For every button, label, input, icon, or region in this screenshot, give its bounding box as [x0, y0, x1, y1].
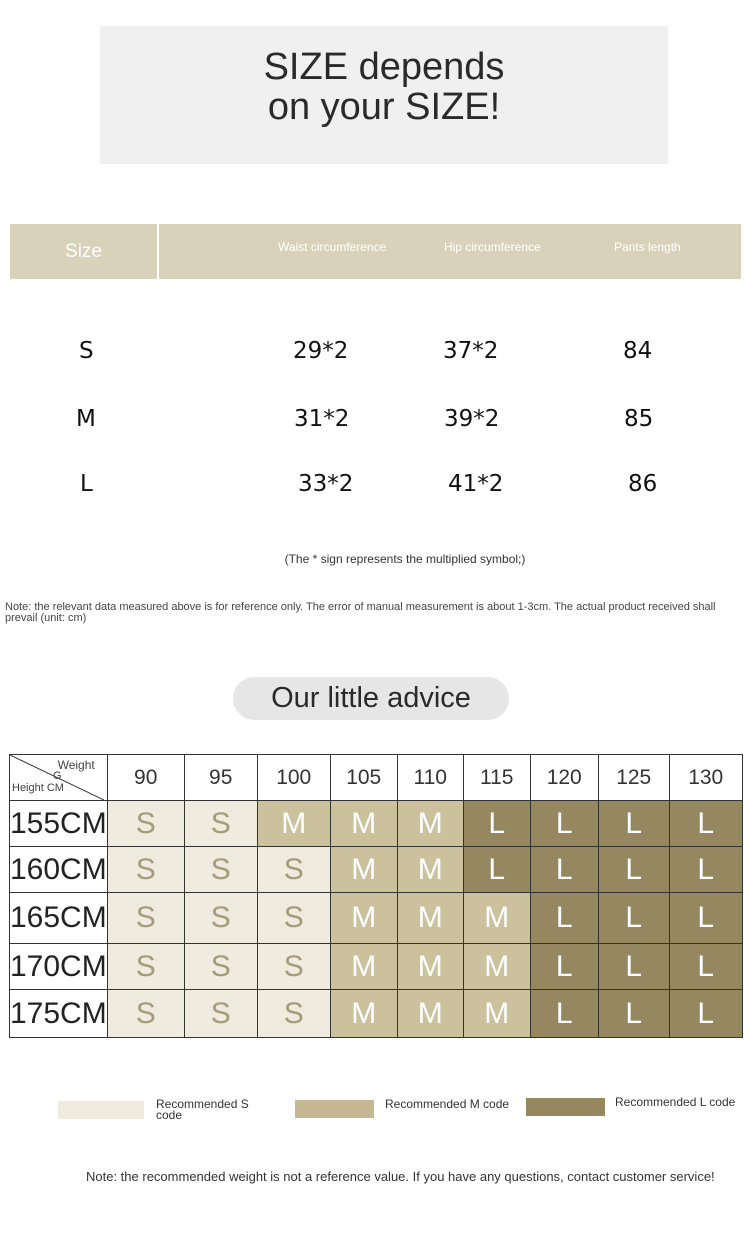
size-recommendation-cell: M: [257, 801, 330, 847]
size-recommendation-cell: M: [463, 990, 530, 1038]
weight-cell: 100: [257, 755, 330, 801]
advice-row: [10, 990, 743, 1038]
size-recommendation-cell: S: [257, 990, 330, 1038]
waist-cell: 29*2: [293, 338, 349, 364]
weight-cell: 110: [397, 755, 463, 801]
height-cell: 155CM: [10, 801, 108, 847]
size-cell: M: [76, 406, 96, 432]
reference-note: Note: the relevant data measured above is for reference only. The error of manual measurement is about 1-3cm. The actual product received shall prevail (unit: cm): [5, 601, 716, 624]
height-cell: 165CM: [10, 893, 108, 944]
size-recommendation-cell: S: [107, 990, 184, 1038]
weight-header-row: [10, 755, 743, 801]
height-cell: 170CM: [10, 944, 108, 990]
legend-swatch-s: [58, 1101, 144, 1119]
advice-title: Our little advice: [233, 677, 509, 720]
size-recommendation-cell: M: [330, 893, 397, 944]
size-recommendation-cell: M: [397, 847, 463, 893]
advice-grid: [9, 754, 743, 1038]
size-recommendation-cell: L: [463, 847, 530, 893]
size-recommendation-cell: S: [184, 944, 257, 990]
size-recommendation-cell: L: [669, 990, 742, 1038]
weight-cell: 130: [669, 755, 742, 801]
legend-swatch-m: [295, 1100, 374, 1118]
size-recommendation-cell: L: [598, 944, 669, 990]
advice-row: [10, 847, 743, 893]
length-header: Pants length: [614, 240, 681, 254]
size-recommendation-cell: M: [330, 801, 397, 847]
size-recommendation-cell: S: [184, 801, 257, 847]
size-recommendation-cell: L: [530, 990, 598, 1038]
weight-cell: 90: [107, 755, 184, 801]
size-recommendation-cell: L: [530, 944, 598, 990]
weight-cell: 95: [184, 755, 257, 801]
size-header: Size: [10, 224, 159, 279]
size-row: [0, 471, 749, 507]
size-recommendation-cell: M: [397, 801, 463, 847]
length-cell: 86: [628, 471, 658, 497]
size-recommendation-cell: L: [598, 801, 669, 847]
weight-cell: 125: [598, 755, 669, 801]
hero-title-line1: SIZE depends: [263, 46, 505, 88]
advice-row: [10, 801, 743, 847]
final-note: Note: the recommended weight is not a reference value. If you have any questions, contact customer service!: [86, 1169, 715, 1184]
size-recommendation-cell: L: [669, 944, 742, 990]
legend-label-m: Recommended M code: [385, 1097, 510, 1111]
waist-cell: 31*2: [294, 406, 350, 432]
hip-cell: 41*2: [448, 471, 504, 497]
size-recommendation-cell: M: [330, 944, 397, 990]
size-recommendation-cell: L: [669, 847, 742, 893]
grid-corner: [10, 755, 108, 801]
size-recommendation-cell: M: [463, 944, 530, 990]
size-cell: L: [80, 471, 93, 497]
weight-cell: 105: [330, 755, 397, 801]
weight-label: Weight: [57, 758, 95, 772]
size-recommendation-cell: S: [184, 893, 257, 944]
size-row: [0, 406, 749, 442]
size-recommendation-cell: S: [107, 801, 184, 847]
size-recommendation-cell: L: [669, 801, 742, 847]
waist-cell: 33*2: [298, 471, 354, 497]
size-recommendation-cell: M: [397, 944, 463, 990]
weight-unit: G: [53, 770, 62, 782]
size-table-header: [10, 224, 741, 279]
length-cell: 84: [623, 338, 653, 364]
size-recommendation-cell: S: [257, 944, 330, 990]
size-recommendation-cell: L: [598, 893, 669, 944]
height-cell: 175CM: [10, 990, 108, 1038]
hip-cell: 39*2: [444, 406, 500, 432]
size-recommendation-cell: S: [107, 944, 184, 990]
weight-cell: 120: [530, 755, 598, 801]
hero-title-line2: on your SIZE!: [267, 86, 501, 128]
size-recommendation-cell: L: [530, 847, 598, 893]
hip-cell: 37*2: [443, 338, 499, 364]
size-recommendation-cell: S: [184, 847, 257, 893]
size-recommendation-cell: L: [598, 990, 669, 1038]
legend-label-s: Recommended S code: [156, 1097, 249, 1122]
length-cell: 85: [624, 406, 654, 432]
size-recommendation-cell: S: [257, 847, 330, 893]
size-recommendation-cell: M: [463, 893, 530, 944]
size-recommendation-cell: M: [397, 893, 463, 944]
height-cell: 160CM: [10, 847, 108, 893]
size-recommendation-cell: S: [107, 847, 184, 893]
weight-cell: 115: [463, 755, 530, 801]
size-recommendation-cell: S: [107, 893, 184, 944]
waist-header: Waist circumference: [278, 240, 387, 254]
advice-row: [10, 944, 743, 990]
hip-header: Hip circumference: [444, 240, 541, 254]
size-recommendation-cell: L: [530, 893, 598, 944]
size-row: [0, 338, 749, 374]
size-recommendation-cell: S: [257, 893, 330, 944]
size-recommendation-cell: S: [184, 990, 257, 1038]
size-cell: S: [79, 338, 94, 364]
size-recommendation-cell: M: [330, 990, 397, 1038]
advice-row: [10, 893, 743, 944]
size-recommendation-cell: M: [330, 847, 397, 893]
size-recommendation-cell: L: [463, 801, 530, 847]
hero-banner: [100, 26, 668, 164]
size-recommendation-cell: L: [598, 847, 669, 893]
multiply-note: (The * sign represents the multiplied symbol;): [284, 552, 526, 566]
height-label: Height CM: [12, 782, 64, 794]
size-recommendation-cell: L: [530, 801, 598, 847]
legend-label-l: Recommended L code: [615, 1095, 736, 1109]
size-recommendation-cell: M: [397, 990, 463, 1038]
size-recommendation-cell: L: [669, 893, 742, 944]
legend-swatch-l: [526, 1098, 605, 1116]
